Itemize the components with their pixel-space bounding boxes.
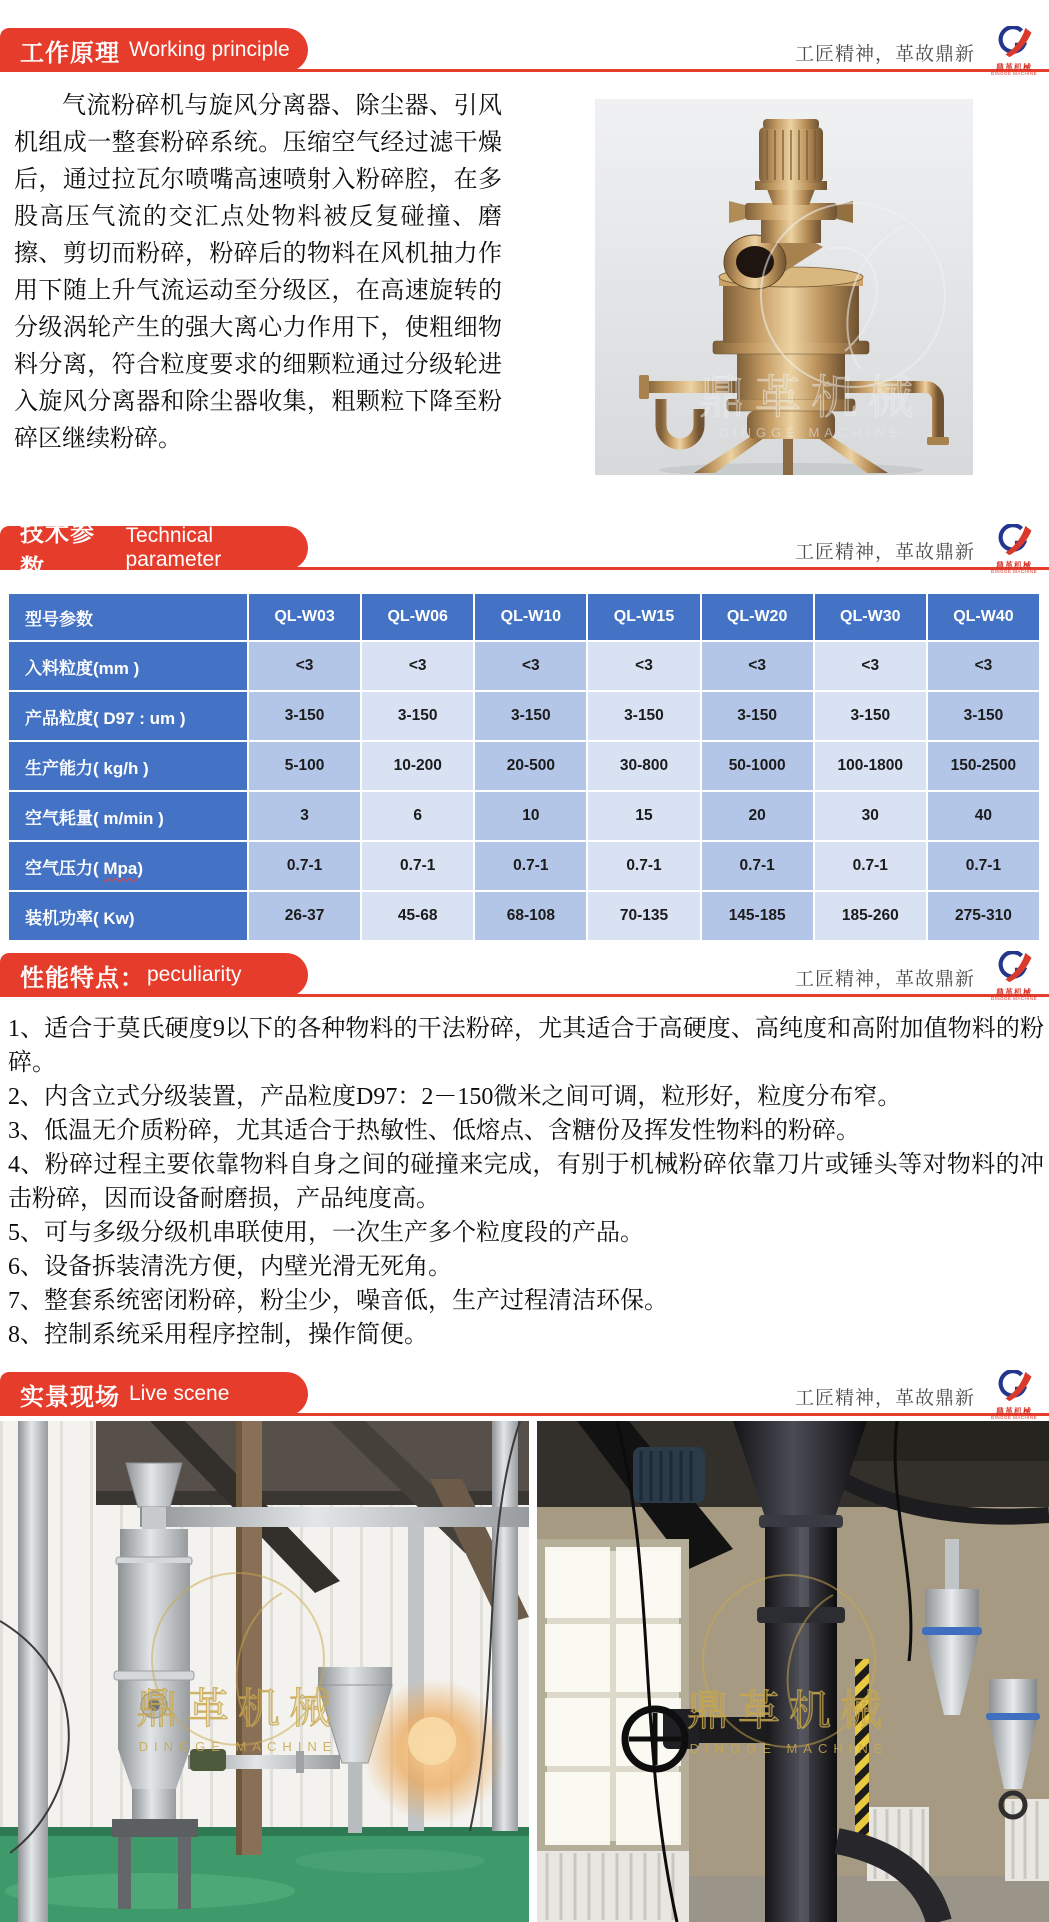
slogan-text: 工匠精神，革故鼎新 xyxy=(794,542,975,563)
model-column-header: QL-W06 xyxy=(361,593,474,641)
table-corner-header: 型号参数 xyxy=(8,593,248,641)
photo-watermark-cn: 鼎革机械 xyxy=(135,1685,341,1732)
slogan-text: 工匠精神，革故鼎新 xyxy=(794,44,975,65)
table-cell: 30 xyxy=(814,791,927,841)
table-cell: 3-150 xyxy=(248,691,361,741)
table-cell: 275-310 xyxy=(927,891,1040,941)
brand-logo xyxy=(985,1370,1043,1421)
product-watermark-en: DINGGE MACHINE xyxy=(718,425,904,440)
feature-item: 4、粉碎过程主要依靠物料自身之间的碰撞来完成，有别于机械粉碎依靠刀片或锤头等对物料的冲击粉碎，因而设备耐磨损，产品纯度高。 xyxy=(8,1152,1044,1212)
table-cell: 40 xyxy=(927,791,1040,841)
table-row xyxy=(8,791,1040,841)
section-banner-live-scene xyxy=(0,1372,308,1416)
logo-text-en: DINGGE MACHINE xyxy=(990,1415,1038,1421)
table-row xyxy=(8,841,1040,891)
table-cell: 185-260 xyxy=(814,891,927,941)
photo-watermark-en: DINGGE MACHINE xyxy=(138,1739,338,1754)
table-cell: 0.7-1 xyxy=(474,841,587,891)
table-cell: 3-150 xyxy=(927,691,1040,741)
table-cell: 3-150 xyxy=(474,691,587,741)
table-cell: 10-200 xyxy=(361,741,474,791)
model-column-header: QL-W40 xyxy=(927,593,1040,641)
table-cell: 50-1000 xyxy=(701,741,814,791)
table-cell: 3-150 xyxy=(361,691,474,741)
slogan-text: 工匠精神，革故鼎新 xyxy=(794,969,975,990)
table-row xyxy=(8,641,1040,691)
feature-item: 2、内含立式分级装置，产品粒度D97：2－150微米之间可调，粒形好，粒度分布窄。 xyxy=(8,1084,902,1110)
table-cell: <3 xyxy=(587,641,700,691)
logo-text-en: DINGGE MACHINE xyxy=(990,71,1038,77)
model-column-header: QL-W15 xyxy=(587,593,700,641)
feature-item: 1、适合于莫氏硬度9以下的各种物料的干法粉碎，尤其适合于高硬度、高纯度和高附加值物料的粉碎。 xyxy=(8,1016,1044,1076)
table-cell: 3-150 xyxy=(587,691,700,741)
logo-text-cn: 鼎革机械 xyxy=(996,561,1032,570)
live-scene-photo-right xyxy=(537,1421,1049,1922)
table-row xyxy=(8,691,1040,741)
feature-item: 3、低温无介质粉碎，尤其适合于热敏性、低熔点、含糖份及挥发性物料的粉碎。 xyxy=(8,1118,860,1144)
product-watermark-cn: 鼎革机械 xyxy=(699,371,923,423)
working-principle-paragraph: 气流粉碎机与旋风分离器、除尘器、引风机组成一整套粉碎系统。压缩空气经过滤干燥后，通过拉瓦尔喷嘴高速喷射入粉碎腔，在多股高压气流的交汇点处物料被反复碰撞、磨擦、剪切而粉碎，粉碎后的物料在风机抽力作用下随上升气流运动至分级区，在高速旋转的分级涡轮产生的强大离心力作用下，使粗细物料分离，符合粒度要求的细颗粒通过分级轮进入旋风分离器和除尘器收集，粗颗粒下降至粉碎区继续粉碎。 xyxy=(14,93,502,452)
row-label: 产品粒度( D97 : um ) xyxy=(8,691,248,741)
banner-title-en: Technical parameter xyxy=(125,524,222,571)
table-cell: 70-135 xyxy=(587,891,700,941)
banner-title-en: Live scene xyxy=(129,1382,230,1405)
photo-watermark-en: DINGGE MACHINE xyxy=(689,1741,889,1756)
logo-text-cn: 鼎革机械 xyxy=(996,988,1032,997)
table-cell: 20-500 xyxy=(474,741,587,791)
feature-item: 6、设备拆装清洗方便，内壁光滑无死角。 xyxy=(8,1254,452,1280)
model-column-header: QL-W30 xyxy=(814,593,927,641)
table-cell: <3 xyxy=(701,641,814,691)
table-cell: 0.7-1 xyxy=(361,841,474,891)
slogan-text: 工匠精神，革故鼎新 xyxy=(794,1388,975,1409)
table-row xyxy=(8,741,1040,791)
brand-logo-icon xyxy=(992,26,1036,60)
logo-text-cn: 鼎革机械 xyxy=(996,63,1032,72)
table-cell: 45-68 xyxy=(361,891,474,941)
brand-logo-icon xyxy=(992,524,1036,558)
brand-logo xyxy=(985,524,1043,575)
table-cell: 10 xyxy=(474,791,587,841)
table-cell: <3 xyxy=(474,641,587,691)
table-cell: 100-1800 xyxy=(814,741,927,791)
table-cell: 3 xyxy=(248,791,361,841)
logo-text-en: DINGGE MACHINE xyxy=(990,996,1038,1002)
row-label: 空气压力( Mpa) xyxy=(8,841,248,891)
table-cell: <3 xyxy=(927,641,1040,691)
brand-logo-icon xyxy=(992,1370,1036,1404)
table-cell: <3 xyxy=(248,641,361,691)
table-cell: 20 xyxy=(701,791,814,841)
live-scene-photo-left xyxy=(0,1421,529,1922)
row-label: 装机功率( Kw) xyxy=(8,891,248,941)
product-render-image xyxy=(595,99,973,475)
table-cell: 145-185 xyxy=(701,891,814,941)
table-cell: 5-100 xyxy=(248,741,361,791)
brand-logo xyxy=(985,951,1043,1002)
brand-logo xyxy=(985,26,1043,77)
row-label: 生产能力( kg/h ) xyxy=(8,741,248,791)
banner-title-cn: 实景现场 xyxy=(20,1383,120,1411)
table-cell: 30-800 xyxy=(587,741,700,791)
banner-title-en: peculiarity xyxy=(147,963,242,986)
spec-table xyxy=(7,592,1041,942)
banner-title-cn: 性能特点： xyxy=(20,964,145,992)
table-cell: 26-37 xyxy=(248,891,361,941)
model-column-header: QL-W03 xyxy=(248,593,361,641)
table-row xyxy=(8,891,1040,941)
logo-text-en: DINGGE MACHINE xyxy=(990,569,1038,575)
table-cell: 0.7-1 xyxy=(248,841,361,891)
table-cell: 0.7-1 xyxy=(587,841,700,891)
model-column-header: QL-W10 xyxy=(474,593,587,641)
banner-title-en: Working principle xyxy=(129,38,290,61)
spellcheck-underline: Mpa xyxy=(103,858,138,878)
table-cell: 150-2500 xyxy=(927,741,1040,791)
feature-item: 8、控制系统采用程序控制，操作简便。 xyxy=(8,1322,428,1348)
section-banner-working-principle xyxy=(0,28,308,72)
table-cell: 15 xyxy=(587,791,700,841)
table-cell: 0.7-1 xyxy=(927,841,1040,891)
photo-watermark-cn: 鼎革机械 xyxy=(686,1687,892,1734)
table-cell: 3-150 xyxy=(814,691,927,741)
table-cell: 3-150 xyxy=(701,691,814,741)
table-cell: 6 xyxy=(361,791,474,841)
model-column-header: QL-W20 xyxy=(701,593,814,641)
section-banner-peculiarity xyxy=(0,953,308,997)
feature-list xyxy=(8,1012,1044,1352)
feature-item: 7、整套系统密闭粉碎，粉尘少，噪音低，生产过程清洁环保。 xyxy=(8,1288,668,1314)
banner-title-cn: 工作原理 xyxy=(20,39,120,67)
table-cell: <3 xyxy=(361,641,474,691)
table-cell: <3 xyxy=(814,641,927,691)
table-cell: 68-108 xyxy=(474,891,587,941)
section-banner-technical-parameter xyxy=(0,520,308,582)
row-label: 空气耗量( m/min ) xyxy=(8,791,248,841)
feature-item: 5、可与多级分级机串联使用，一次生产多个粒度段的产品。 xyxy=(8,1220,644,1246)
table-cell: 0.7-1 xyxy=(701,841,814,891)
table-cell: 0.7-1 xyxy=(814,841,927,891)
row-label: 入料粒度(mm ) xyxy=(8,641,248,691)
brand-logo-icon xyxy=(992,951,1036,985)
banner-title-cn: 技术参数 xyxy=(20,520,95,582)
logo-text-cn: 鼎革机械 xyxy=(996,1407,1032,1416)
